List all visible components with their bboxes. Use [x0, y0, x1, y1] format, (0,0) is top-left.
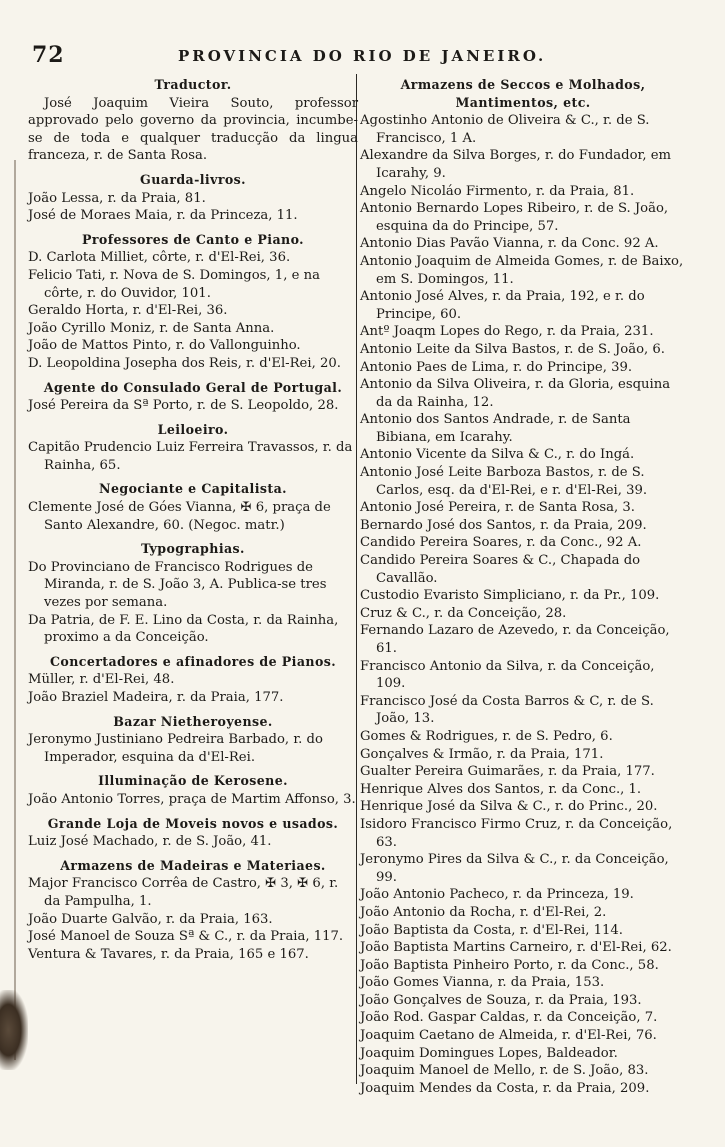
list-item: Antonio Leite da Silva Bastos, r. de S. João, 6. — [360, 341, 665, 357]
list-item: João Braziel Madeira, r. da Praia, 177. — [28, 690, 284, 705]
list-item: Joaquim Caetano de Almeida, r. d'El-Rei, 76. — [360, 1028, 657, 1044]
section-heading-kerosene: Illuminação de Kerosene. — [98, 773, 288, 789]
page-number: 72 — [32, 42, 65, 68]
list-item: D. Leopoldina Josepha dos Reis, r. d'El-Rei, 20. — [28, 355, 341, 371]
section-heading-typographias: Typographias. — [141, 541, 245, 557]
list-item: Gualter Pereira Guimarães, r. da Praia, 177. — [360, 764, 655, 780]
list-item: Joaquim Mendes da Costa, r. da Praia, 209. — [360, 1080, 650, 1096]
list-item: Da Patria, de F. E. Lino da Costa, r. da Rainha, proximo a da Conceição. — [28, 612, 339, 646]
list-item: Bernardo José dos Santos, r. da Praia, 209. — [360, 517, 647, 533]
list-item: João Rod. Gaspar Caldas, r. da Conceição, 7. — [360, 1010, 658, 1026]
list-item: Antº Joaqm Lopes do Rego, r. da Praia, 231. — [360, 324, 654, 340]
section-heading-traductor: Traductor. — [154, 77, 232, 92]
list-item: João Antonio Torres, praça de Martim Affonso, 3. — [28, 791, 356, 807]
list-item: Do Provinciano de Francisco Rodrigues de Miranda, r. de S. João 3, A. Publica-se tres vezes por semana. — [28, 559, 327, 611]
section-heading-leiloeiro: Leiloeiro. — [157, 421, 229, 437]
page-header — [28, 42, 718, 68]
section-heading-madeiras: Armazens de Madeiras e Materiaes. — [60, 857, 326, 873]
list-item: Müller, r. d'El-Rei, 48. — [28, 672, 175, 688]
list-item: Cruz & C., r. da Conceição, 28. — [360, 605, 567, 621]
list-item: Henrique Alves dos Santos, r. da Conc., 1. — [360, 781, 642, 797]
list-item: Antonio José Leite Barboza Bastos, r. de S. Carlos, esq. da d'El-Rei, e r. d'El-Rei, 39. — [360, 465, 648, 498]
list-item: José Pereira da Sª Porto, r. de S. Leopoldo, 28. — [28, 398, 339, 414]
list-item: Ventura & Tavares, r. da Praia, 165 e 167. — [28, 946, 309, 962]
list-item: Candido Pereira Soares, r. da Conc., 92 A. — [360, 535, 642, 551]
binding-edge — [14, 160, 16, 1060]
list-item: Antonio Vicente da Silva & C., r. do Ingá. — [360, 447, 635, 463]
right-column — [360, 74, 686, 1097]
section-heading-pianos: Concertadores e afinadores de Pianos. — [49, 653, 337, 669]
list-item: José Manoel de Souza Sª & C., r. da Praia, 117. — [28, 929, 344, 945]
list-item: João Antonio Pacheco, r. da Princeza, 19. — [360, 887, 634, 903]
list-item: Fernando Lazaro de Azevedo, r. da Conceição, 61. — [360, 623, 670, 656]
section-heading-moveis: Grande Loja de Moveis novos e usados. — [47, 815, 339, 831]
list-item: Isidoro Francisco Firmo Cruz, r. da Conceição, 63. — [360, 816, 673, 850]
list-item: José Joaquim Vieira Souto, professor approvado pelo governo da provincia, incumbe-se de toda e qualquer traducção da lingua franceza, r. de Santa Rosa. — [28, 95, 358, 164]
list-item: Joaquim Manoel de Mello, r. de S. João, 83. — [360, 1063, 649, 1079]
list-item: Jeronymo Justiniano Pedreira Barbado, r. do Imperador, esquina da d'El-Rei. — [28, 732, 323, 765]
list-item: Antonio dos Santos Andrade, r. de Santa Bibiana, em Icarahy. — [360, 412, 631, 445]
list-item: Angelo Nicoláo Firmento, r. da Praia, 81. — [360, 183, 635, 199]
list-item: Antonio Joaquim de Almeida Gomes, r. de Baixo, em S. Domingos, 11. — [360, 253, 684, 287]
list-item: João Gonçalves de Souza, r. da Praia, 193. — [360, 992, 642, 1008]
list-item: João Gomes Vianna, r. da Praia, 153. — [360, 975, 605, 991]
list-item: João de Mattos Pinto, r. do Vallonguinho. — [28, 338, 301, 354]
list-item: Clemente José de Góes Vianna, ✠ 6, praça de Santo Alexandre, 60. (Negoc. matr.) — [28, 500, 331, 533]
list-item: Antonio Bernardo Lopes Ribeiro, r. de S. João, esquina da do Principe, 57. — [360, 201, 669, 234]
list-item: Antonio da Silva Oliveira, r. da Gloria, esquina da da Rainha, 12. — [360, 377, 671, 410]
list-item: João Baptista da Costa, r. d'El-Rei, 114. — [360, 922, 623, 938]
list-item: Felicio Tati, r. Nova de S. Domingos, 1, e na côrte, r. do Ouvidor, 101. — [28, 267, 320, 301]
list-item: Jeronymo Pires da Silva & C., r. da Conceição, 99. — [360, 852, 669, 885]
list-item: Francisco José da Costa Barros & C, r. de S. João, 13. — [360, 693, 654, 727]
list-item: Antonio José Pereira, r. de Santa Rosa, 3. — [360, 500, 635, 516]
list-item: Geraldo Horta, r. d'El-Rei, 36. — [28, 303, 228, 319]
list-item: Agostinho Antonio de Oliveira & C., r. de S. Francisco, 1 A. — [360, 113, 650, 146]
list-item: Alexandre da Silva Borges, r. do Fundador, em Icarahy, 9. — [360, 148, 672, 181]
list-item: Custodio Evaristo Simpliciano, r. da Pr., 109. — [360, 588, 660, 604]
list-item: Gomes & Rodrigues, r. de S. Pedro, 6. — [360, 728, 613, 744]
section-heading-canto-piano: Professores de Canto e Piano. — [82, 231, 304, 247]
list-item: Major Francisco Corrêa de Castro, ✠ 3, ✠ 6, r. da Pampulha, 1. — [28, 876, 339, 909]
list-item: Candido Pereira Soares & C., Chapada do Cavallão. — [360, 553, 641, 586]
section-heading-negociante: Negociante e Capitalista. — [99, 481, 287, 497]
list-item: D. Carlota Milliet, côrte, r. d'El-Rei, 36. — [28, 250, 291, 266]
list-item: João Baptista Pinheiro Porto, r. da Conc., 58. — [360, 957, 659, 973]
list-item: Gonçalves & Irmão, r. da Praia, 171. — [360, 746, 604, 762]
section-heading-armazens: Armazens de Seccos e Molhados, Mantimentos, etc. — [400, 77, 646, 110]
list-item: Francisco Antonio da Silva, r. da Conceição, 109. — [360, 658, 655, 692]
list-item: João Antonio da Rocha, r. d'El-Rei, 2. — [360, 904, 607, 920]
list-item: João Duarte Galvão, r. da Praia, 163. — [28, 911, 273, 927]
list-item: Antonio Paes de Lima, r. do Principe, 39. — [360, 359, 633, 375]
list-item: Luiz José Machado, r. de S. João, 41. — [28, 834, 272, 850]
list-item: João Baptista Martins Carneiro, r. d'El-Rei, 62. — [360, 940, 672, 956]
list-item: Antonio José Alves, r. da Praia, 192, e r. do Principe, 60. — [360, 289, 645, 322]
list-item: Henrique José da Silva & C., r. do Princ., 20. — [360, 799, 658, 815]
binding-stain — [0, 990, 28, 1070]
list-item: João Cyrillo Moniz, r. de Santa Anna. — [28, 320, 275, 336]
section-heading-guarda-livros: Guarda-livros. — [140, 171, 246, 187]
left-column — [28, 74, 358, 963]
section-heading-consulado: Agente do Consulado Geral de Portugal. — [43, 379, 343, 395]
section-heading-bazar: Bazar Nietheroyense. — [113, 713, 273, 729]
list-item: Antonio Dias Pavão Vianna, r. da Conc. 92 A. — [360, 236, 659, 252]
list-item: José de Moraes Maia, r. da Princeza, 11. — [28, 208, 298, 224]
list-item: João Lessa, r. da Praia, 81. — [28, 190, 206, 206]
list-item: Capitão Prudencio Luiz Ferreira Travassos, r. da Rainha, 65. — [28, 440, 353, 473]
running-head: PROVINCIA DO RIO DE JANEIRO. — [178, 47, 547, 65]
list-item: Joaquim Domingues Lopes, Baldeador. — [360, 1045, 618, 1061]
